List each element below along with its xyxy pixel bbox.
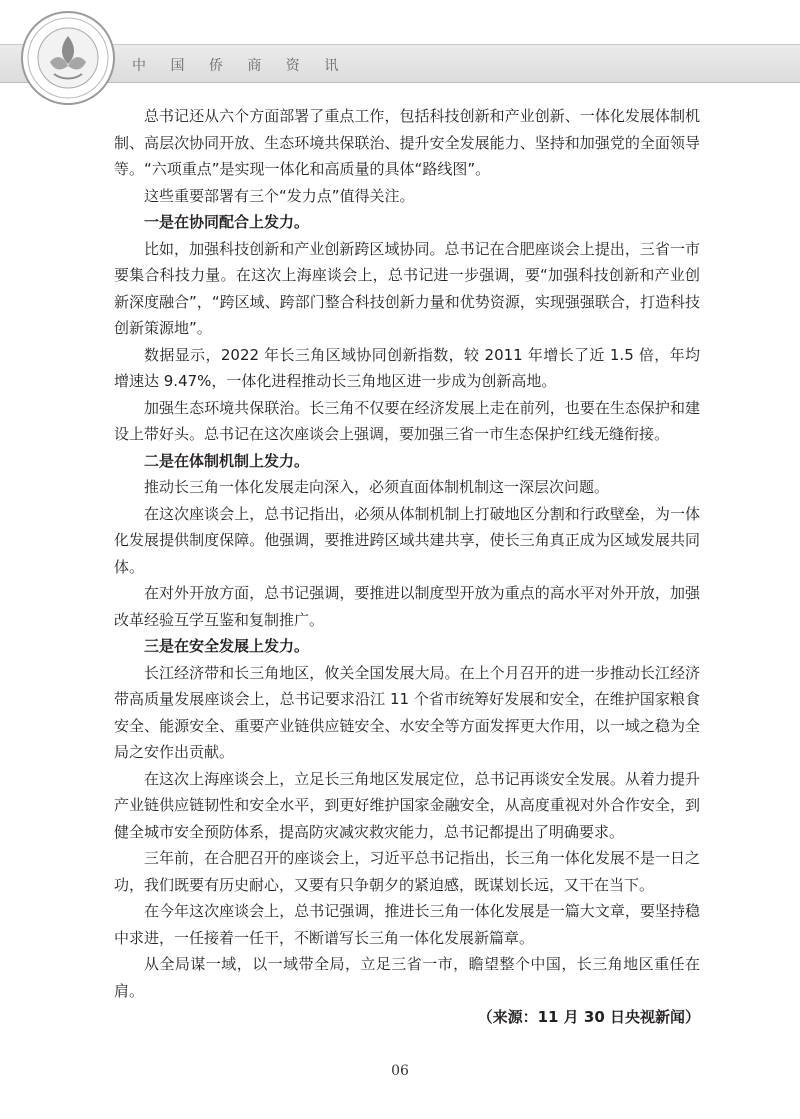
paragraph: 从全局谋一域，以一域带全局，立足三省一市，瞻望整个中国，长三角地区重任在肩。 bbox=[114, 955, 700, 1000]
header-band bbox=[0, 44, 800, 83]
header-title: 中 国 侨 商 资 讯 bbox=[132, 58, 349, 74]
paragraph: 这些重要部署有三个“发力点”值得关注。 bbox=[144, 186, 415, 205]
paragraph: 比如，加强科技创新和产业创新跨区域协同。总书记在合肥座谈会上提出，三省一市要集合科技力量。在这次上海座谈会上，总书记进一步强调，要“加强科技创新和产业创新深度融合”，“跨区域、跨部门整合科技创新力量和优势资源，实现强强联合，打造科技创新策源地”。 bbox=[114, 239, 700, 337]
paragraph: 推动长三角一体化发展走向深入，必须直面体制机制这一深层次问题。 bbox=[144, 478, 610, 496]
page-number: 06 bbox=[391, 1063, 409, 1079]
paragraph: 三年前，在合肥召开的座谈会上，习近平总书记指出，长三角一体化发展不是一日之功，我们既要有历史耐心，又要有只争朝夕的紧迫感，既谋划长远，又干在当下。 bbox=[114, 849, 700, 894]
paragraph: 在这次座谈会上，总书记指出，必须从体制机制上打破地区分割和行政壁垒，为一体化发展提供制度保障。他强调，要推进跨区域共建共享，使长三角真正成为区域发展共同体。 bbox=[114, 504, 700, 576]
section-heading: 一是在协同配合上发力。 bbox=[144, 213, 310, 231]
paragraph: 在今年这次座谈会上，总书记强调，推进长三角一体化发展是一篇大文章，要坚持稳中求进，一任接着一任干，不断谱写长三角一体化发展新篇章。 bbox=[114, 902, 700, 947]
paragraph: 在对外开放方面，总书记强调，要推进以制度型开放为重点的高水平对外开放，加强改革经验互学互鉴和复制推广。 bbox=[114, 584, 700, 629]
paragraph: 在这次上海座谈会上，立足长三角地区发展定位，总书记再谈安全发展。从着力提升产业链供应链韧性和安全水平，到更好维护国家金融安全，从高度重视对外合作安全，到健全城市安全预防体系，提高防灾减灾救灾能力，总书记都提出了明确要求。 bbox=[114, 769, 700, 841]
paragraph: 总书记还从六个方面部署了重点工作，包括科技创新和产业创新、一体化发展体制机制、高层次协同开放、生态环境共保联治、提升安全发展能力、坚持和加强党的全面领导等。“六项重点”是实现一体化和高质量的具体“路线图”。 bbox=[114, 107, 700, 178]
source-note: （来源：11 月 30 日央视新闻） bbox=[477, 1008, 700, 1026]
section-heading: 三是在安全发展上发力。 bbox=[144, 637, 310, 655]
emblem-icon bbox=[20, 10, 116, 106]
article-body bbox=[114, 103, 700, 1031]
paragraph: 加强生态环境共保联治。长三角不仅要在经济发展上走在前列，也要在生态保护和建设上带好头。总书记在这次座谈会上强调，要加强三省一市生态保护红线无缝衔接。 bbox=[114, 398, 700, 443]
paragraph: 数据显示，2022 年长三角区域协同创新指数，较 2011 年增长了近 1.5 倍，年均增速达 9.47%，一体化进程推动长三角地区进一步成为创新高地。 bbox=[114, 345, 700, 390]
paragraph: 长江经济带和长三角地区，攸关全国发展大局。在上个月召开的进一步推动长江经济带高质量发展座谈会上，总书记要求沿江 11 个省市统筹好发展和安全，在维护国家粮食安全、能源安全、重要产业链供应链安全、水安全等方面发挥更大作用，以一域之稳为全局之安作出贡献。 bbox=[114, 663, 700, 761]
logo-emblem bbox=[20, 10, 116, 106]
section-heading: 二是在体制机制上发力。 bbox=[144, 451, 310, 470]
